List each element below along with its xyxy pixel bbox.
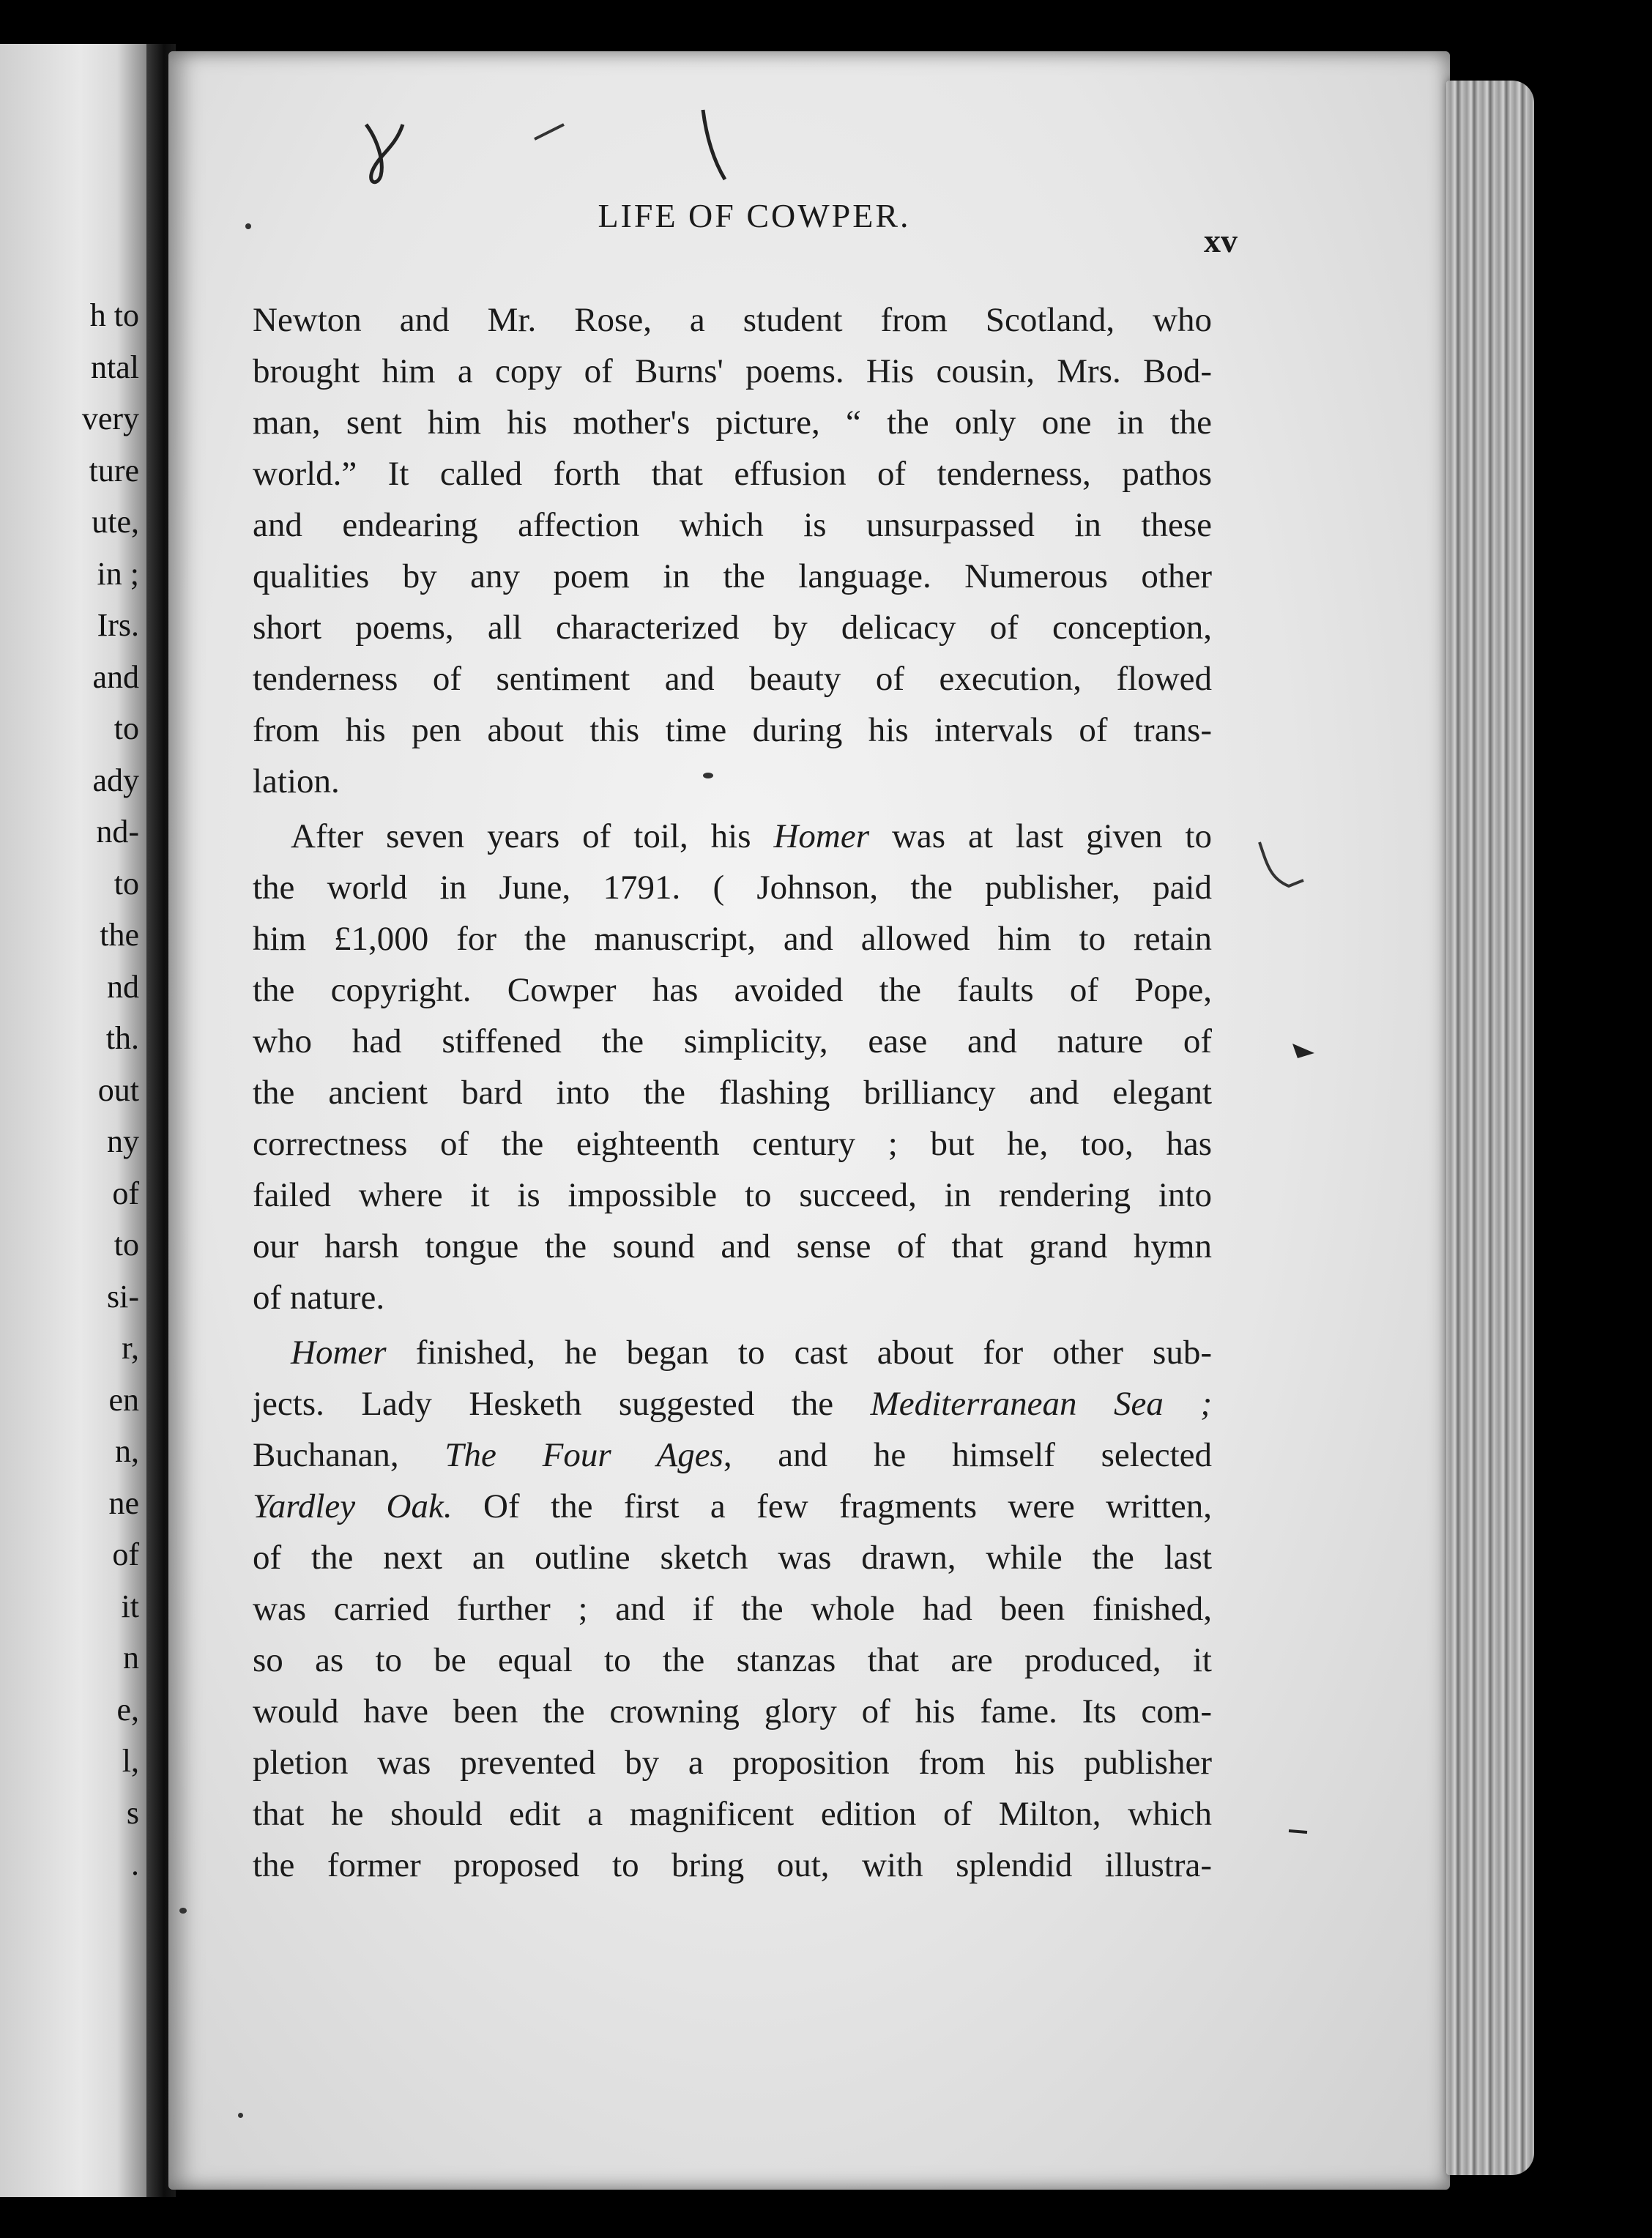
facing-page-text-fragment: s <box>126 1794 139 1831</box>
facing-page-text-fragment: en <box>108 1381 139 1418</box>
text-line: short poems, all characterized by delicacy of conception, <box>253 609 1212 647</box>
facing-page-text-fragment: nd- <box>96 814 139 850</box>
margin-arrow-mark <box>1289 1040 1318 1062</box>
text-line: from his pen about this time during his intervals of trans- <box>253 711 1212 749</box>
page-speck <box>179 1908 187 1914</box>
facing-page-text-fragment: to <box>114 865 139 901</box>
facing-page-left <box>0 44 146 2197</box>
facing-page-text-fragment: to <box>114 710 139 746</box>
facing-page-text-fragment: it <box>121 1588 139 1624</box>
facing-page-text-fragment: Irs. <box>97 607 139 643</box>
text-line: the world in June, 1791. ( Johnson, the publisher, paid <box>253 869 1212 907</box>
facing-page-text-fragment: r, <box>122 1330 139 1366</box>
facing-page-text-fragment: e, <box>116 1691 139 1728</box>
text-line: of the next an outline sketch was drawn, while the last <box>253 1539 1212 1577</box>
text-line: who had stiffened the simplicity, ease and nature of <box>253 1022 1212 1060</box>
facing-page-text-fragment: to <box>114 1227 139 1263</box>
facing-page-text-fragment: n <box>123 1640 139 1676</box>
facing-page-text-fragment: ture <box>89 452 139 488</box>
facing-page-text-fragment: nd <box>107 968 139 1005</box>
facing-page-text-fragment: of <box>112 1536 139 1572</box>
handwritten-marks <box>351 95 791 198</box>
page-speck <box>245 223 251 229</box>
text-line: our harsh tongue the sound and sense of that grand hymn <box>253 1227 1212 1265</box>
text-line: Buchanan, The Four Ages, and he himself selected <box>253 1436 1212 1474</box>
facing-page-text-fragment: l, <box>122 1743 139 1779</box>
facing-page-text-fragment: the <box>100 917 139 953</box>
text-line: of nature. <box>253 1279 385 1317</box>
text-line: Homer finished, he began to cast about for other sub- <box>291 1334 1212 1372</box>
text-line: lation. <box>253 762 340 800</box>
text-line: jects. Lady Hesketh suggested the Mediterranean Sea ; <box>253 1385 1212 1423</box>
text-line: After seven years of toil, his Homer was at last given to <box>291 817 1212 855</box>
facing-page-text-fragment: ady <box>92 762 139 798</box>
text-line: would have been the crowning glory of his fame. Its com- <box>253 1692 1212 1730</box>
facing-page-text-fragment: of <box>112 1175 139 1211</box>
facing-page-text-fragment: ne <box>108 1484 139 1521</box>
facing-page-text-fragment: ny <box>107 1123 139 1159</box>
text-line: Yardley Oak. Of the first a few fragments were written, <box>253 1487 1212 1525</box>
facing-page-text-fragment: h to <box>89 297 139 333</box>
page-speck <box>703 773 713 778</box>
page-edges <box>1446 81 1534 2175</box>
facing-page-text-fragment: out <box>97 1071 139 1108</box>
text-line: and endearing affection which is unsurpassed in these <box>253 506 1212 544</box>
facing-page-text-fragment: th. <box>105 1020 139 1056</box>
running-head: LIFE OF COWPER. <box>598 197 911 234</box>
text-line: man, sent him his mother's picture, “ the only one in the <box>253 404 1212 442</box>
text-line: the former proposed to bring out, with splendid illustra- <box>253 1846 1212 1884</box>
text-line: the ancient bard into the flashing brilliancy and elegant <box>253 1074 1212 1112</box>
text-line: him £1,000 for the manuscript, and allowed him to retain <box>253 920 1212 958</box>
facing-page-text-fragment: si- <box>107 1278 139 1315</box>
text-line: the copyright. Cowper has avoided the faults of Pope, <box>253 971 1212 1009</box>
margin-pencil-mark <box>1252 835 1311 901</box>
facing-page-text-fragment: in ; <box>97 555 139 592</box>
text-line: tenderness of sentiment and beauty of execution, flowed <box>253 660 1212 698</box>
text-line: so as to be equal to the stanzas that are produced, it <box>253 1641 1212 1679</box>
text-line: failed where it is impossible to succeed, in rendering into <box>253 1176 1212 1214</box>
facing-page-text-fragment: n, <box>115 1433 139 1469</box>
text-line: pletion was prevented by a proposition from his publisher <box>253 1744 1212 1782</box>
text-line: that he should edit a magnificent edition of Milton, which <box>253 1795 1212 1833</box>
text-line: Newton and Mr. Rose, a student from Scotland, who <box>253 301 1212 339</box>
facing-page-text-fragment: and <box>92 658 139 695</box>
text-line: qualities by any poem in the language. Numerous other <box>253 557 1212 595</box>
text-line: world.” It called forth that effusion of tenderness, pathos <box>253 455 1212 493</box>
facing-page-text-fragment: . <box>131 1846 139 1882</box>
text-line: brought him a copy of Burns' poems. His cousin, Mrs. Bod- <box>253 352 1212 390</box>
page-speck <box>238 2113 243 2118</box>
facing-page-text-fragment: ntal <box>91 349 139 385</box>
margin-dash-mark <box>1285 1824 1314 1838</box>
text-line: was carried further ; and if the whole had been finished, <box>253 1590 1212 1628</box>
page-number: xv <box>1204 222 1238 259</box>
facing-page-text-fragment: very <box>81 401 139 436</box>
text-line: correctness of the eighteenth century ; but he, too, has <box>253 1125 1212 1163</box>
facing-page-text-fragment: ute, <box>92 504 139 540</box>
